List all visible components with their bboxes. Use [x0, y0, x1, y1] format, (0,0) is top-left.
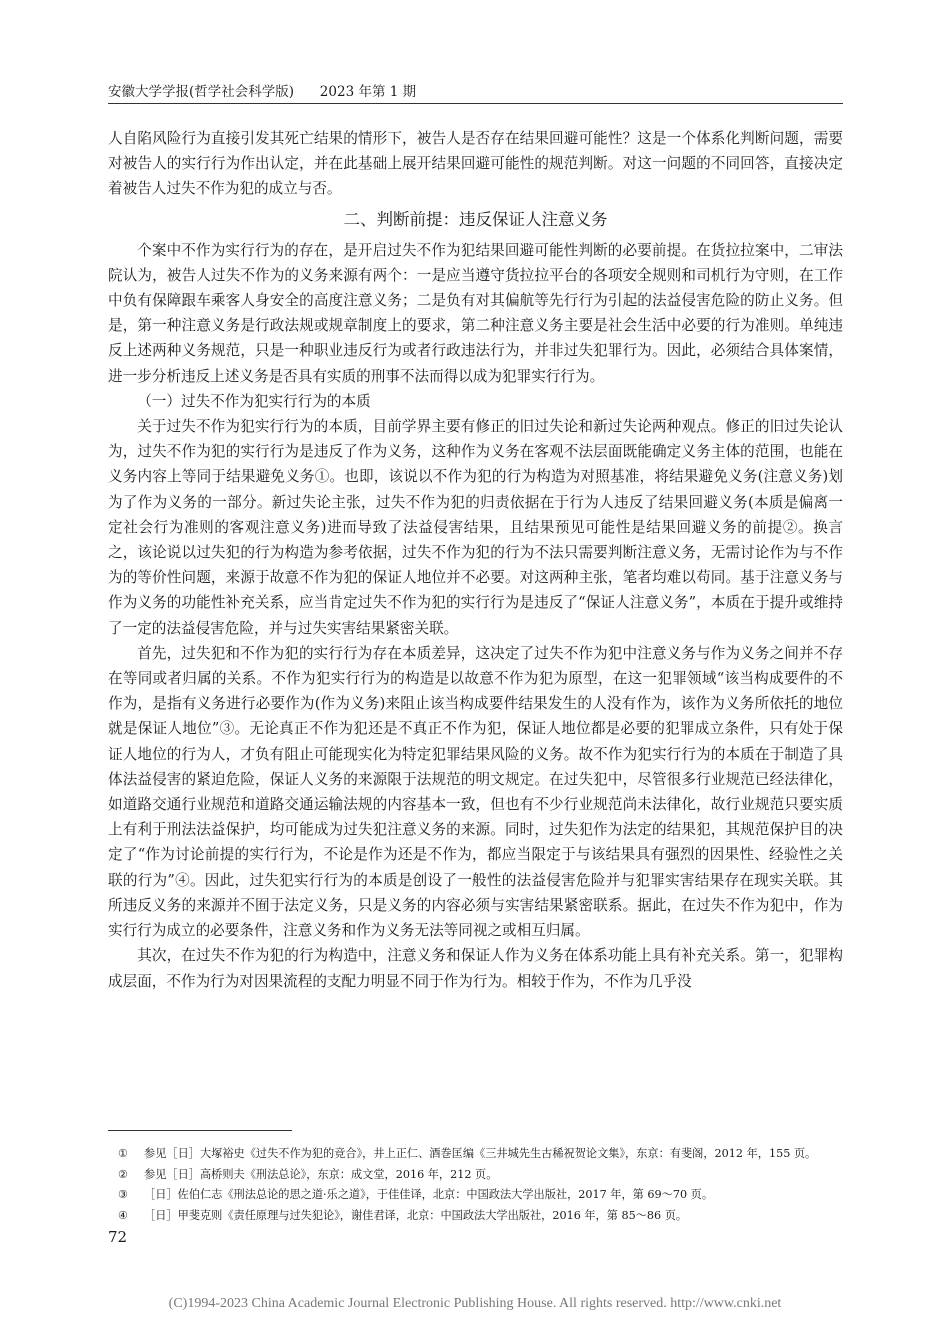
footnotes: [118, 1144, 843, 1226]
copyright-notice: (C)1994-2023 China Academic Journal Electronic Publishing House. All rights reserved. http://www.cnki.net: [168, 1296, 782, 1311]
footnote: [118, 1144, 843, 1165]
issue-label: 2023 年第 1 期: [319, 84, 417, 100]
paragraph: 关于过失不作为犯实行行为的本质，目前学界主要有修正的旧过失论和新过失论两种观点。修正的旧过失论认为，过失不作为犯的实行行为是违反了作为义务，这种作为义务在客观不法层面既能确定义务主体的范围，也能在义务内容上等同于结果避免义务①。也即，该说以不作为犯的行为构造为对照基准，将结果避免义务(注意义务)划为了作为义务的一部分。新过失论主张，过失不作为犯的归责依据在于行为人违反了结果回避义务(本质是偏离一定社会行为准则的客观注意义务)进而导致了法益侵害结果，且结果预见可能性是结果回避义务的前提②。换言之，该论说以过失犯的行为构造为参考依据，过失不作为犯的行为不法只需要判断注意义务，无需讨论作为与不作为的等价性问题，来源于故意不作为犯的保证人地位并不必要。对这两种主张，笔者均难以苟同。基于注意义务与作为义务的功能性补充关系，应当肯定过失不作为犯的实行行为是违反了“保证人注意义务”，本质在于提升或维持了一定的法益侵害危险，并与过失实害结果紧密关联。: [108, 418, 843, 637]
section-heading: 二、判断前提：违反保证人注意义务: [343, 209, 608, 229]
header-rule: [108, 103, 843, 104]
footnote-text: ［日］佐伯仁志《刑法总论的思之道·乐之道》，于佳佳译，北京：中国政法大学出版社，2017 年，第 69～70 页。: [144, 1188, 714, 1201]
subsection-heading: （一）过失不作为犯实行行为的本质: [137, 392, 371, 410]
footnote-text: ［日］甲斐克则《责任原理与过失犯论》，谢佳君译，北京：中国政法大学出版社，2016 年，第 85～86 页。: [144, 1208, 688, 1222]
article-body: [108, 126, 843, 994]
paragraph: 个案中不作为实行行为的存在，是开启过失不作为犯结果回避可能性判断的必要前提。在货拉拉案中，二审法院认为，被告人过失不作为的义务来源有两个：一是应当遵守货拉拉平台的各项安全规则和司机行为守则，在工作中负有保障跟车乘客人身安全的高度注意义务；二是负有对其偏航等先行行为引起的法益侵害危险的防止义务。但是，第一种注意义务是行政法规或规章制度上的要求，第二种注意义务主要是社会生活中必要的行为准则。单纯违反上述两种义务规范，只是一种职业违反行为或者行政违法行为，并非过失犯罪行为。因此，必须结合具体案情，进一步分析违反上述义务是否具有实质的刑事不法而得以成为犯罪实行行为。: [108, 241, 843, 385]
running-header: [108, 80, 416, 100]
footnote: [118, 1185, 843, 1206]
footnote-number: ①: [118, 1147, 129, 1160]
journal-name: 安徽大学学报(哲学社会科学版): [108, 84, 295, 100]
paragraph: 其次，在过失不作为犯的行为构造中，注意义务和保证人作为义务在体系功能上具有补充关系。第一，犯罪构成层面，不作为行为对因果流程的支配力明显不同于作为行为。相较于作为，不作为几乎没: [108, 947, 843, 990]
footnote-number: ③: [118, 1188, 129, 1201]
footnote-rule: [108, 1130, 292, 1131]
paragraph-continuation: 人自陷风险行为直接引发其死亡结果的情形下，被告人是否存在结果回避可能性？这是一个体系化判断问题，需要对被告人的实行行为作出认定，并在此基础上展开结果回避可能性的规范判断。对这一问题的不同回答，直接决定着被告人过失不作为犯的成立与否。: [108, 130, 843, 198]
footnote-text: 参见［日］大塚裕史《过失不作为犯的竞合》，井上正仁、酒巻匡编《三井城先生古稀祝贺论文集》，东京：有斐阁，2012 年，155 页。: [144, 1147, 817, 1160]
footnote-text: 参见［日］高桥则夫《刑法总论》，东京：成文堂，2016 年，212 页。: [144, 1167, 498, 1181]
footnote-number: ④: [118, 1208, 129, 1222]
footnote: [118, 1206, 843, 1227]
paragraph: 首先，过失犯和不作为犯的实行行为存在本质差异，这决定了过失不作为犯中注意义务与作为义务之间并不存在等同或者归属的关系。不作为犯实行行为的构造是以故意不作为犯为原型，在这一犯罪领域“该当构成要件的不作为，是指有义务进行必要作为(作为义务)来阻止该当构成要件结果发生的人没有作为，该作为义务所依托的地位就是保证人地位”③。无论真正不作为犯还是不真正不作为犯，保证人地位都是必要的犯罪成立条件，只有处于保证人地位的行为人，才负有阻止可能现实化为特定犯罪结果风险的义务。故不作为犯实行行为的本质在于制造了具体法益侵害的紧迫危险，保证人义务的来源限于法规范的明文规定。在过失犯中，尽管很多行业规范已经法律化，如道路交通行业规范和道路交通运输法规的内容基本一致，但也有不少行业规范尚未法律化，故行业规范只要实质上有利于刑法法益保护，均可能成为过失犯注意义务的来源。同时，过失犯作为法定的结果犯，其规范保护目的决定了“作为讨论前提的实行行为，不论是作为还是不作为，都应当限定于与该结果具有强烈的因果性、经验性之关联的行为”④。因此，过失犯实行行为的本质是创设了一般性的法益侵害危险并与犯罪实害结果存在现实关联。其所违反义务的来源并不囿于法定义务，只是义务的内容必须与实害结果紧密联系。据此，在过失不作为犯中，作为实行行为成立的必要条件，注意义务和作为义务无法等同视之或相互归属。: [108, 644, 843, 940]
footnote-number: ②: [118, 1167, 129, 1181]
footnote: [118, 1165, 843, 1186]
page-number: 72: [108, 1228, 128, 1246]
